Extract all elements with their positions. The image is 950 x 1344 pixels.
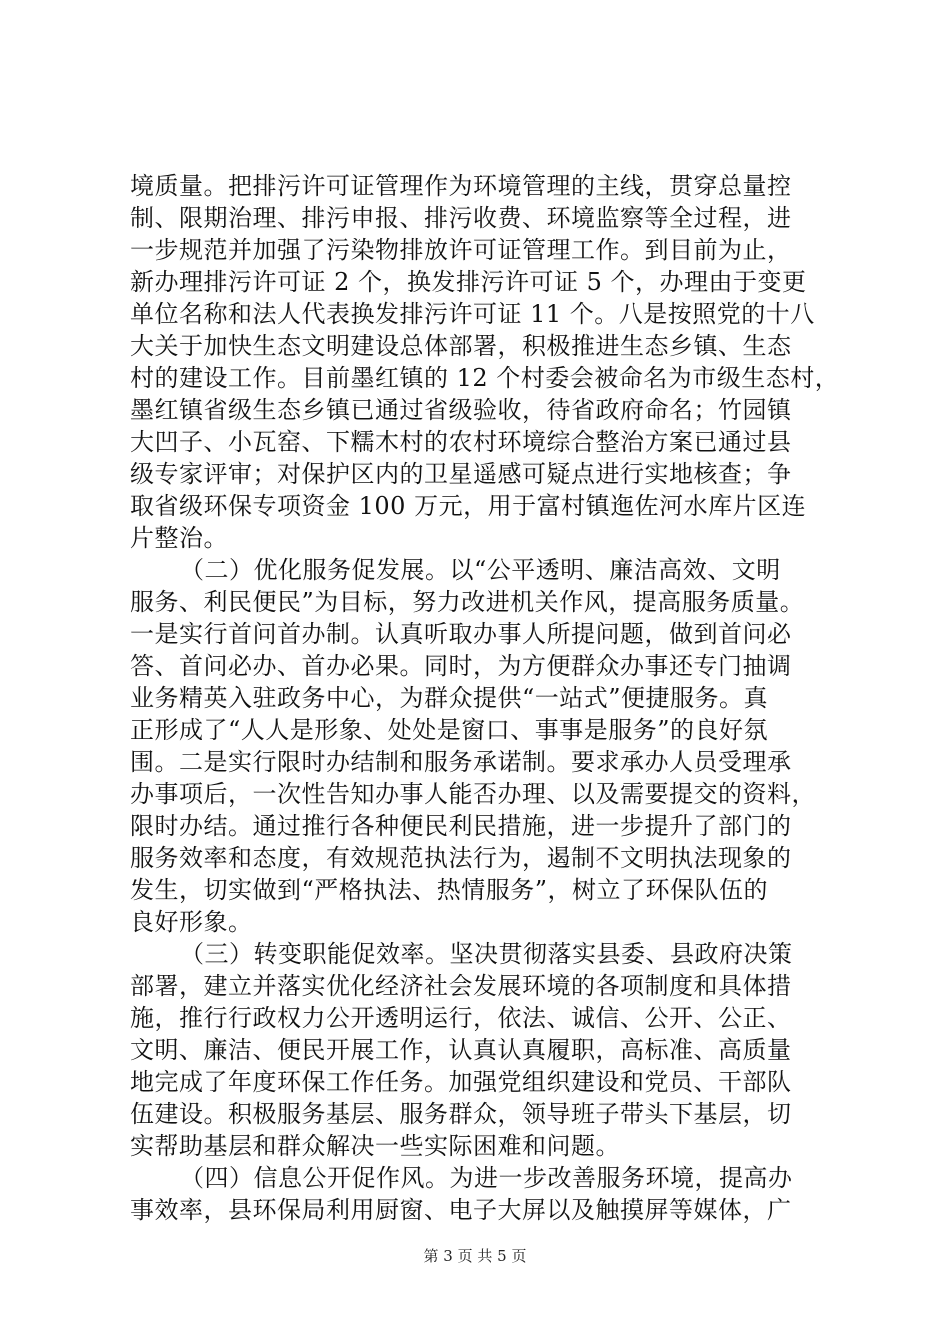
text-line: 业务精英入驻政务中心，为群众提供“一站式”便捷服务。真 [130, 684, 769, 712]
text-line: 一步规范并加强了污染物排放许可证管理工作。到目前为止， [130, 236, 792, 264]
text-line: 伍建设。积极服务基层、服务群众，领导班子带头下基层，切 [130, 1100, 792, 1128]
text-line: 施，推行行政权力公开透明运行，依法、诚信、公开、公正、 [130, 1004, 792, 1032]
text-line: 新办理排污许可证 2 个，换发排污许可证 5 个，办理由于变更 [130, 268, 807, 296]
text-line: 级专家评审；对保护区内的卫星遥感可疑点进行实地核查；争 [130, 460, 792, 488]
paragraph-first-line: （三）转变职能促效率。坚决贯彻落实县委、县政府决策 [180, 940, 793, 968]
text-line: 一是实行首问首办制。认真听取办事人所提问题，做到首问必 [130, 620, 792, 648]
text-line: 地完成了年度环保工作任务。加强党组织建设和党员、干部队 [130, 1068, 792, 1096]
text-line: 实帮助基层和群众解决一些实际困难和问题。 [130, 1132, 620, 1160]
text-line: 部署，建立并落实优化经济社会发展环境的各项制度和具体措 [130, 972, 792, 1000]
text-line: 墨红镇省级生态乡镇已通过省级验收，待省政府命名；竹园镇 [130, 396, 792, 424]
text-line: 服务效率和态度，有效规范执法行为，遏制不文明执法现象的 [130, 844, 792, 872]
text-line: 大凹子、小瓦窑、下糯木村的农村环境综合整治方案已通过县 [130, 428, 792, 456]
text-line: 制、限期治理、排污申报、排污收费、环境监察等全过程，进 [130, 204, 792, 232]
text-line: 限时办结。通过推行各种便民利民措施，进一步提升了部门的 [130, 812, 792, 840]
text-line: 取省级环保专项资金 100 万元，用于富村镇迤佐河水库片区连 [130, 492, 807, 520]
text-line: 办事项后，一次性告知办事人能否办理、以及需要提交的资料， [130, 780, 816, 808]
text-line: 文明、廉洁、便民开展工作，认真认真履职，高标准、高质量 [130, 1036, 792, 1064]
text-line: 单位名称和法人代表换发排污许可证 11 个。八是按照党的十八 [130, 300, 815, 328]
text-line: 境质量。把排污许可证管理作为环境管理的主线，贯穿总量控 [130, 172, 792, 200]
text-line: 正形成了“人人是形象、处处是窗口、事事是服务”的良好氛 [130, 716, 769, 744]
paragraph-first-line: （二）优化服务促发展。以“公平透明、廉洁高效、文明 [180, 556, 781, 584]
document-body [130, 170, 840, 1226]
page-footer: 第 3 页 共 5 页 [423, 1247, 527, 1265]
text-line: 答、首问必办、首办必果。同时，为方便群众办事还专门抽调 [130, 652, 792, 680]
text-line: 事效率，县环保局利用厨窗、电子大屏以及触摸屏等媒体，广 [130, 1196, 792, 1224]
text-line: 村的建设工作。目前墨红镇的 12 个村委会被命名为市级生态村， [130, 364, 840, 392]
text-line: 片整治。 [130, 524, 228, 552]
text-line: 大关于加快生态文明建设总体部署，积极推进生态乡镇、生态 [130, 332, 792, 360]
text-line: 良好形象。 [130, 908, 253, 936]
text-line: 围。二是实行限时办结制和服务承诺制。要求承办人员受理承 [130, 748, 792, 776]
text-line: 服务、利民便民”为目标，努力改进机关作风，提高服务质量。 [130, 588, 805, 616]
text-line: 发生，切实做到“严格执法、热情服务”，树立了环保队伍的 [130, 876, 769, 904]
paragraph-first-line: （四）信息公开促作风。为进一步改善服务环境，提高办 [180, 1164, 793, 1192]
